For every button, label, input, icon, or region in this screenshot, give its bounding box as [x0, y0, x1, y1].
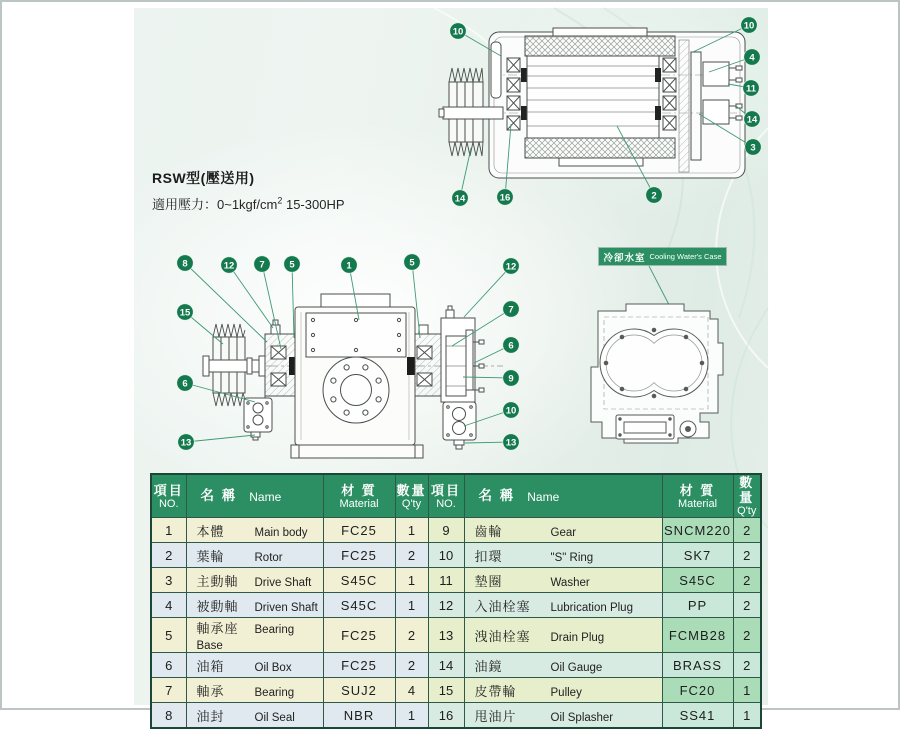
part-no: 11 [428, 568, 464, 593]
part-no: 2 [151, 543, 186, 568]
header-qty-left: 數量 Q'ty [395, 474, 428, 518]
part-name: 墊圈 Washer [464, 568, 662, 593]
callout-number: 5 [289, 259, 295, 271]
callout-number: 13 [505, 437, 517, 449]
pressure-superscript: 2 [277, 195, 283, 206]
part-name: 扣環 "S" Ring [464, 543, 662, 568]
part-material: S45C [662, 568, 733, 593]
part-name: 葉輪 Rotor [186, 543, 323, 568]
callout-number: 12 [223, 260, 235, 272]
part-qty: 1 [733, 703, 761, 729]
pressure-spec [152, 194, 345, 213]
part-material: FC25 [323, 618, 395, 653]
parts-table-body [151, 518, 761, 729]
callout-number: 10 [452, 26, 464, 38]
part-no: 16 [428, 703, 464, 729]
part-material: SUJ2 [323, 678, 395, 703]
parts-table-header [151, 474, 761, 518]
cooling-case-diagram [582, 245, 742, 460]
callout-number: 6 [182, 378, 188, 390]
table-row [151, 568, 761, 593]
part-qty: 1 [395, 568, 428, 593]
part-no: 3 [151, 568, 186, 593]
callout-number: 1 [346, 260, 352, 272]
part-no: 13 [428, 618, 464, 653]
part-name: 齒輪 Gear [464, 518, 662, 543]
part-name: 甩油片 Oil Splasher [464, 703, 662, 729]
header-qty-right: 數量 Q'ty [733, 474, 761, 518]
part-material: FC25 [323, 518, 395, 543]
part-material: FCMB28 [662, 618, 733, 653]
callout-number: 14 [454, 193, 466, 205]
callout-number: 15 [179, 307, 191, 319]
part-qty: 2 [733, 653, 761, 678]
callout-number: 7 [508, 304, 514, 316]
callout-number: 9 [508, 373, 514, 385]
part-no: 4 [151, 593, 186, 618]
part-no: 5 [151, 618, 186, 653]
part-name: 軸承 Bearing [186, 678, 323, 703]
catalog-page [134, 8, 768, 724]
part-no: 8 [151, 703, 186, 729]
part-no: 12 [428, 593, 464, 618]
part-qty: 1 [395, 518, 428, 543]
part-no: 6 [151, 653, 186, 678]
part-name: 本體 Main body [186, 518, 323, 543]
part-name: 油鏡 Oil Gauge [464, 653, 662, 678]
part-material: S45C [323, 568, 395, 593]
callout-number: 14 [746, 114, 758, 126]
part-no: 1 [151, 518, 186, 543]
table-row [151, 653, 761, 678]
header-name-right: 名 稱 Name [464, 474, 662, 518]
part-qty: 2 [733, 543, 761, 568]
table-row [151, 518, 761, 543]
table-row [151, 678, 761, 703]
callout-number: 2 [651, 190, 657, 202]
table-row [151, 593, 761, 618]
callout-number: 7 [259, 259, 265, 271]
callout-number: 5 [409, 257, 415, 269]
callout-number: 6 [508, 340, 514, 352]
pressure-text: 適用壓力：0~1kgf/cm [152, 197, 278, 212]
part-name: 油箱 Oil Box [186, 653, 323, 678]
machine-front-section [203, 294, 503, 458]
part-qty: 2 [733, 518, 761, 543]
header-material-left: 材 質 Material [323, 474, 395, 518]
cooling-case-label-en: Cooling Water's Case [649, 252, 722, 261]
side-section-diagram [437, 14, 767, 219]
part-material: S45C [323, 593, 395, 618]
part-qty: 2 [395, 653, 428, 678]
part-qty: 2 [395, 618, 428, 653]
header-name-left: 名 稱 Name [186, 474, 323, 518]
callout-number: 10 [505, 405, 517, 417]
callout-number: 13 [180, 437, 192, 449]
part-no: 14 [428, 653, 464, 678]
pressure-hp-range: 15-300HP [282, 197, 345, 212]
part-material: FC25 [323, 543, 395, 568]
part-name: 入油栓塞 Lubrication Plug [464, 593, 662, 618]
part-name: 軸承座 Bearing Base [186, 618, 323, 653]
part-name: 皮帶輪 Pulley [464, 678, 662, 703]
part-qty: 1 [395, 593, 428, 618]
parts-table [150, 473, 762, 729]
part-material: NBR [323, 703, 395, 729]
part-material: FC20 [662, 678, 733, 703]
part-qty: 2 [733, 593, 761, 618]
callout-number: 12 [505, 261, 517, 273]
part-no: 10 [428, 543, 464, 568]
callout-number: 4 [749, 52, 755, 64]
part-qty: 2 [395, 543, 428, 568]
callout-number: 8 [182, 258, 188, 270]
part-name: 洩油栓塞 Drain Plug [464, 618, 662, 653]
part-name: 被動軸 Driven Shaft [186, 593, 323, 618]
part-qty: 2 [733, 618, 761, 653]
header-no-left: 項目 NO. [151, 474, 186, 518]
part-material: FC25 [323, 653, 395, 678]
part-no: 15 [428, 678, 464, 703]
front-section-diagram [167, 250, 537, 462]
part-qty: 1 [733, 678, 761, 703]
model-title: RSW型(壓送用) [152, 170, 255, 186]
callout-number: 11 [745, 83, 757, 95]
callout-number: 16 [499, 192, 511, 204]
table-row [151, 703, 761, 729]
machine-side-section [439, 28, 745, 178]
part-no: 9 [428, 518, 464, 543]
header-no-right: 項目 NO. [428, 474, 464, 518]
header-material-right: 材 質 Material [662, 474, 733, 518]
callout-number: 3 [750, 142, 756, 154]
part-name: 油封 Oil Seal [186, 703, 323, 729]
table-row [151, 543, 761, 568]
cooling-case-drawing [591, 266, 723, 443]
part-material: BRASS [662, 653, 733, 678]
part-qty: 2 [733, 568, 761, 593]
part-qty: 4 [395, 678, 428, 703]
part-material: SNCM220 [662, 518, 733, 543]
part-material: SS41 [662, 703, 733, 729]
part-qty: 1 [395, 703, 428, 729]
callout-number: 10 [743, 20, 755, 32]
table-row [151, 618, 761, 653]
cooling-case-label-zh: 冷卻水室 [603, 252, 646, 264]
part-no: 7 [151, 678, 186, 703]
title-block [152, 168, 345, 213]
part-material: PP [662, 593, 733, 618]
part-name: 主動軸 Drive Shaft [186, 568, 323, 593]
part-material: SK7 [662, 543, 733, 568]
